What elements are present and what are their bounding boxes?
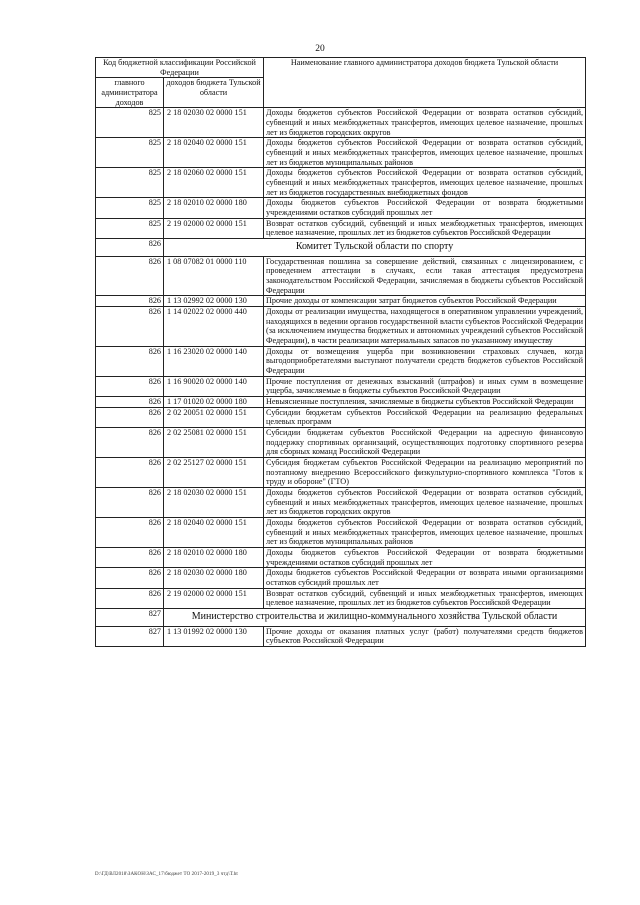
revenue-code: 2 19 02000 02 0000 151 <box>164 588 264 608</box>
table-row <box>96 588 586 608</box>
revenue-code: 2 18 02040 02 0000 151 <box>164 138 264 168</box>
header-name-column: Наименование главного администратора доходов бюджета Тульской области <box>264 58 586 108</box>
admin-code: 826 <box>96 306 164 346</box>
revenue-name: Прочие поступления от денежных взысканий (штрафов) и иных сумм в возмещение ущерба, зачисляемые в бюджеты субъектов Российской Федерации <box>264 376 586 396</box>
revenue-name: Доходы бюджетов субъектов Российской Федерации от возврата остатков субсидий, субвенций и иных межбюджетных трансфертов, имеющих целевое назначение, прошлых лет из бюджетов городских округов <box>264 488 586 518</box>
revenue-name: Доходы бюджетов субъектов Российской Федерации от возврата бюджетными учреждениями остатков субсидий прошлых лет <box>264 198 586 218</box>
table-body <box>96 108 586 647</box>
table-row <box>96 488 586 518</box>
revenue-code: 2 18 02060 02 0000 151 <box>164 168 264 198</box>
admin-code: 826 <box>96 588 164 608</box>
revenue-code: 2 02 20051 02 0000 151 <box>164 407 264 427</box>
admin-code: 826 <box>96 428 164 458</box>
admin-code: 827 <box>96 626 164 646</box>
table-row <box>96 548 586 568</box>
table-row <box>96 518 586 548</box>
revenue-code: 1 08 07082 01 0000 110 <box>164 256 264 296</box>
admin-code: 826 <box>96 376 164 396</box>
revenue-code: 1 13 01992 02 0000 130 <box>164 626 264 646</box>
admin-code: 825 <box>96 218 164 238</box>
revenue-code: 2 18 02030 02 0000 151 <box>164 488 264 518</box>
revenue-name: Возврат остатков субсидий, субвенций и иных межбюджетных трансфертов, имеющих целевое назначение, прошлых лет из бюджетов субъектов Российской Федерации <box>264 218 586 238</box>
budget-classification-table <box>95 57 586 647</box>
revenue-code: 2 02 25081 02 0000 151 <box>164 428 264 458</box>
table-row <box>96 407 586 427</box>
revenue-name: Субсидия бюджетам субъектов Российской Федерации на реализацию мероприятий по поэтапному внедрению Всероссийского физкультурно-спортивного комплекса "Готов к труду и обороне" (ГТО) <box>264 458 586 488</box>
table-row <box>96 198 586 218</box>
table-row <box>96 108 586 138</box>
revenue-name: Государственная пошлина за совершение действий, связанных с лицензированием, с проведением аттестации в случаях, если такая аттестация предусмотрена законодательством Российской Федерации, зачисляемая в бюджеты субъектов Российской Федерации <box>264 256 586 296</box>
table-row <box>96 218 586 238</box>
admin-code: 826 <box>96 407 164 427</box>
revenue-name: Доходы от реализации имущества, находящегося в оперативном управлении учреждений, находящихся в ведении органов государственной власти субъектов Российской Федерации (за исключением имущества бюджетных и автономных учреждений субъектов Российской Федерации), в части реализации материальных запасов по указанному имуществу <box>264 306 586 346</box>
table-row <box>96 626 586 646</box>
revenue-name: Прочие доходы от оказания платных услуг (работ) получателями средств бюджетов субъектов Российской Федерации <box>264 626 586 646</box>
page-number: 20 <box>315 44 325 54</box>
admin-code: 825 <box>96 108 164 138</box>
admin-code: 825 <box>96 138 164 168</box>
admin-code: 826 <box>96 458 164 488</box>
admin-code: 825 <box>96 168 164 198</box>
revenue-code: 2 18 02010 02 0000 180 <box>164 198 264 218</box>
revenue-code: 1 14 02022 02 0000 440 <box>164 306 264 346</box>
admin-code: 825 <box>96 198 164 218</box>
department-row <box>96 609 586 627</box>
table-row <box>96 168 586 198</box>
revenue-name: Субсидии бюджетам субъектов Российской Федерации на адресную финансовую поддержку спортивных организаций, осуществляющих подготовку спортивного резерва для сборных команд Российской Федерации <box>264 428 586 458</box>
revenue-name: Доходы бюджетов субъектов Российской Федерации от возврата остатков субсидий, субвенций и иных межбюджетных трансфертов, имеющих целевое назначение, прошлых лет из бюджетов муниципальных районов <box>264 138 586 168</box>
revenue-code: 1 17 01020 02 0000 180 <box>164 397 264 408</box>
admin-code: 826 <box>96 397 164 408</box>
revenue-code: 2 18 02030 02 0000 180 <box>164 568 264 588</box>
header-revenue-column: доходов бюджета Тульской области <box>164 78 264 108</box>
revenue-code: 2 02 25127 02 0000 151 <box>164 458 264 488</box>
table-row <box>96 346 586 376</box>
table-row <box>96 568 586 588</box>
revenue-name: Возврат остатков субсидий, субвенций и иных межбюджетных трансфертов, имеющих целевое назначение, прошлых лет из бюджетов субъектов Российской Федерации <box>264 588 586 608</box>
admin-code: 827 <box>96 609 164 627</box>
table-row <box>96 376 586 396</box>
admin-code: 826 <box>96 256 164 296</box>
revenue-name: Прочие доходы от компенсации затрат бюджетов субъектов Российской Федерации <box>264 296 586 307</box>
department-name: Комитет Тульской области по спорту <box>164 239 586 257</box>
header-code-group: Код бюджетной классификации Российской Федерации <box>96 58 264 78</box>
revenue-name: Невыясненные поступления, зачисляемые в бюджеты субъектов Российской Федерации <box>264 397 586 408</box>
admin-code: 826 <box>96 346 164 376</box>
revenue-name: Доходы бюджетов субъектов Российской Федерации от возврата остатков субсидий, субвенций и иных межбюджетных трансфертов, имеющих целевое назначение, прошлых лет из бюджетов городских округов <box>264 108 586 138</box>
revenue-code: 1 16 23020 02 0000 140 <box>164 346 264 376</box>
revenue-name: Доходы от возмещения ущерба при возникновении страховых случаев, когда выгодоприобретателями выступают получатели средств бюджетов субъектов Российской Федерации <box>264 346 586 376</box>
table-row <box>96 306 586 346</box>
revenue-code: 2 18 02040 02 0000 151 <box>164 518 264 548</box>
admin-code: 826 <box>96 488 164 518</box>
table-row <box>96 428 586 458</box>
department-row <box>96 239 586 257</box>
table-row <box>96 296 586 307</box>
revenue-name: Доходы бюджетов субъектов Российской Федерации от возврата иными организациями остатков субсидий прошлых лет <box>264 568 586 588</box>
admin-code: 826 <box>96 518 164 548</box>
table-row <box>96 458 586 488</box>
table-row <box>96 138 586 168</box>
header-admin-column: главного администратора доходов <box>96 78 164 108</box>
revenue-name: Доходы бюджетов субъектов Российской Федерации от возврата остатков субсидий, субвенций и иных межбюджетных трансфертов, имеющих целевое назначение, прошлых лет из бюджетов муниципальных районов <box>264 518 586 548</box>
revenue-code: 2 18 02030 02 0000 151 <box>164 108 264 138</box>
revenue-code: 1 13 02992 02 0000 130 <box>164 296 264 307</box>
revenue-name: Доходы бюджетов субъектов Российской Федерации от возврата бюджетными учреждениями остатков субсидий прошлых лет <box>264 548 586 568</box>
department-name: Министерство строительства и жилищно-коммунального хозяйства Тульской области <box>164 609 586 627</box>
admin-code: 826 <box>96 568 164 588</box>
revenue-name: Доходы бюджетов субъектов Российской Федерации от возврата остатков субсидий, субвенций и иных межбюджетных трансфертов, имеющих целевое назначение, прошлых лет из бюджетов государственных внебюджетных фондов <box>264 168 586 198</box>
revenue-code: 2 19 02000 02 0000 151 <box>164 218 264 238</box>
footer-file-path: D:\ГД\ВЛ2018\ЗАКОН\ЗАС_17\бюджет ТО 2017-2019_3 чтд\Т.ht <box>95 872 238 877</box>
table-header-row <box>96 58 586 78</box>
revenue-name: Субсидии бюджетам субъектов Российской Федерации на реализацию федеральных целевых программ <box>264 407 586 427</box>
table-row <box>96 256 586 296</box>
table-row <box>96 397 586 408</box>
admin-code: 826 <box>96 548 164 568</box>
revenue-code: 2 18 02010 02 0000 180 <box>164 548 264 568</box>
admin-code: 826 <box>96 239 164 257</box>
revenue-code: 1 16 90020 02 0000 140 <box>164 376 264 396</box>
admin-code: 826 <box>96 296 164 307</box>
